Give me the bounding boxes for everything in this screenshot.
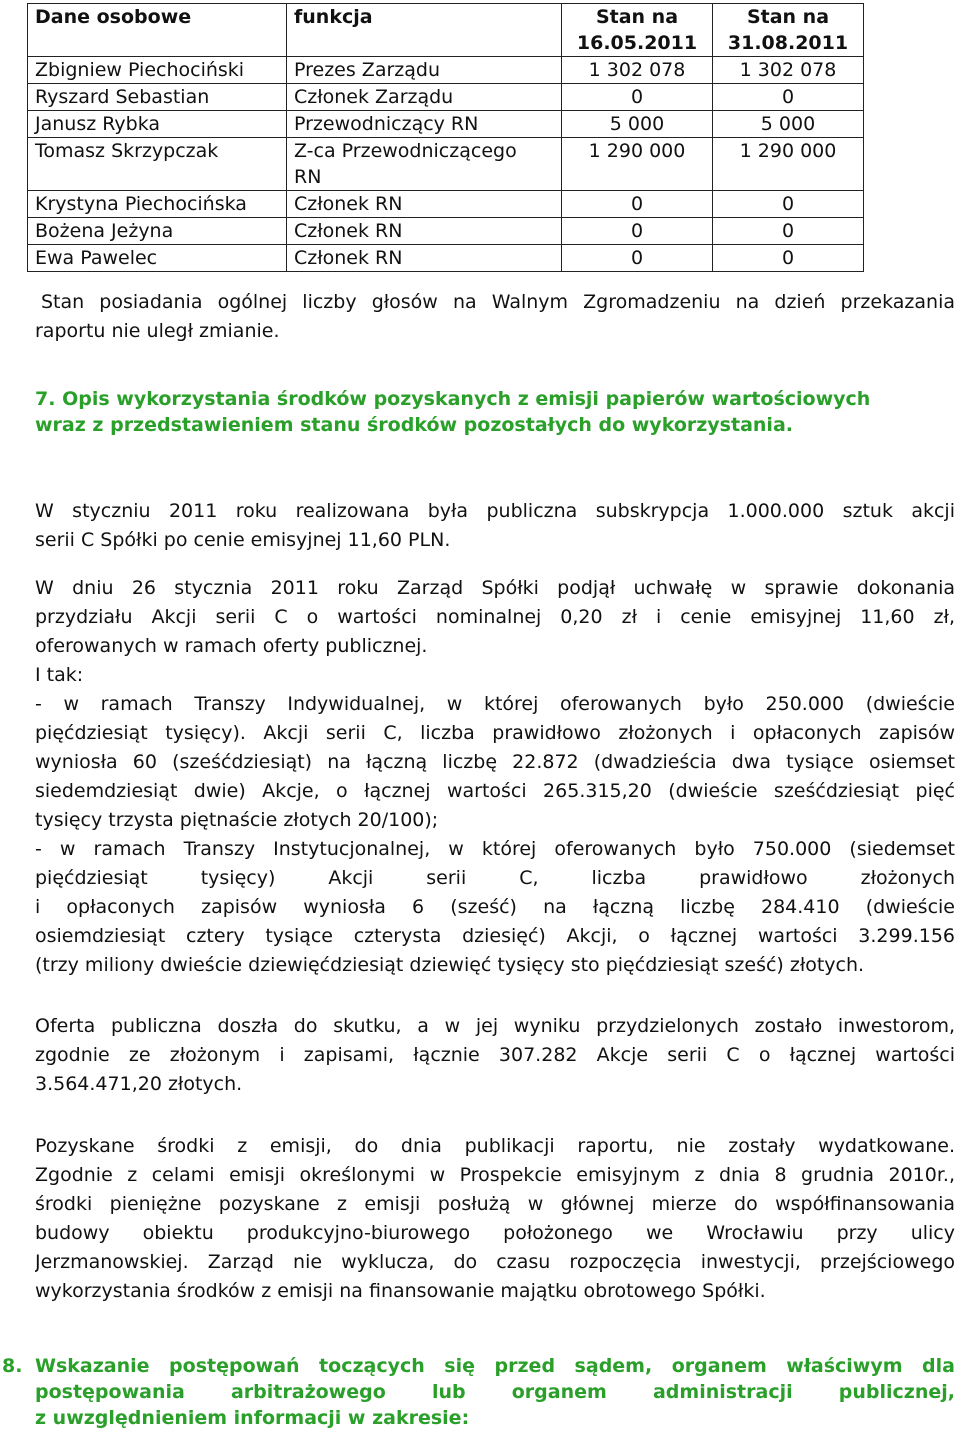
- table-row: [28, 111, 864, 138]
- cell-name: Ewa Pawelec: [28, 245, 287, 272]
- paragraph-line: W styczniu 2011 roku realizowana była publiczna subskrypcja 1.000.000 sztuk akcji: [35, 500, 955, 522]
- paragraph-line: - w ramach Transzy Indywidualnej, w której oferowanych było 250.000 (dwieście: [35, 693, 955, 715]
- cell-name: Janusz Rybka: [28, 111, 287, 138]
- paragraph-line: wyniosła 60 (sześćdziesiąt) na łączną liczbę 22.872 (dwadzieścia dwa tysiące osiemset: [35, 751, 955, 773]
- section-8-heading: [2, 1353, 955, 1431]
- paragraph-line: siedemdziesiąt dwie) Akcje, o łącznej wartości 265.315,20 (dwieście sześćdziesiąt pięć: [35, 780, 955, 802]
- paragraph-line: wykorzystania środków z emisji na finansowanie majątku obrotowego Spółki.: [35, 1280, 766, 1302]
- table-header-row: [28, 4, 864, 57]
- header-date1-line2: 16.05.2011: [576, 32, 698, 54]
- cell-function: Członek RN: [287, 218, 562, 245]
- paragraph-line: budowy obiektu produkcyjno-biurowego położonego we Wrocławiu przy ulicy: [35, 1222, 955, 1244]
- paragraph-line: osiemdziesiąt cztery tysiące czterysta dziesięć) Akcji, o łącznej wartości 3.299.156: [35, 925, 955, 947]
- header-cell-date2: [713, 4, 864, 57]
- paragraph-line: tysięcy trzysta piętnaście złotych 20/100);: [35, 809, 439, 831]
- section-8-title-line: z uwzględnieniem informacji w zakresie:: [35, 1407, 470, 1429]
- section-7-number: 7.: [35, 388, 56, 410]
- cell-function-line2: RN: [294, 166, 322, 188]
- paragraph-line: pięćdziesiąt tysięcy). Akcji serii C, liczba prawidłowo złożonych i opłaconych zapisów: [35, 722, 955, 744]
- paragraph-line: serii C Spółki po cenie emisyjnej 11,60 PLN.: [35, 529, 451, 551]
- cell-value-2: 0: [713, 245, 864, 272]
- shareholders-table: [27, 3, 864, 272]
- cell-value-2: 0: [713, 84, 864, 111]
- cell-value-1: 5 000: [562, 111, 713, 138]
- table-row: [28, 191, 864, 218]
- header-date2-line1: Stan na: [746, 6, 830, 28]
- paragraph-allotment: [35, 574, 955, 980]
- paragraph-line: środki pieniężne pozyskane z emisji posłużą w głównej mierze do współfinansowania: [35, 1193, 955, 1215]
- cell-value-1: 0: [562, 191, 713, 218]
- header-cell-date1: [562, 4, 713, 57]
- paragraph-line: Pozyskane środki z emisji, do dnia publikacji raportu, nie zostały wydatkowane.: [35, 1135, 955, 1157]
- cell-name: Ryszard Sebastian: [28, 84, 287, 111]
- table-row: [28, 245, 864, 272]
- section-8-title-line: Wskazanie postępowań toczących się przed sądem, organem właściwym dla: [35, 1355, 955, 1377]
- cell-name: Tomasz Skrzypczak: [28, 138, 287, 191]
- cell-name: Krystyna Piechocińska: [28, 191, 287, 218]
- cell-function: Członek RN: [287, 191, 562, 218]
- paragraph-line: 3.564.471,20 złotych.: [35, 1073, 243, 1095]
- header-date2-line2: 31.08.2011: [727, 32, 849, 54]
- paragraph-funds-use: [35, 1132, 955, 1306]
- section-7-heading: [35, 386, 955, 438]
- paragraph-line: przydziału Akcji serii C o wartości nominalnej 0,20 zł i cenie emisyjnej 11,60 zł,: [35, 606, 955, 628]
- paragraph-line: oferowanych w ramach oferty publicznej.: [35, 635, 428, 657]
- cell-value-2: 1 302 078: [713, 57, 864, 84]
- header-cell-name: Dane osobowe: [28, 4, 287, 57]
- cell-function: [287, 138, 562, 191]
- paragraph-line: Zgodnie z celami emisji określonymi w Prospekcie emisyjnym z dnia 8 grudnia 2010r.,: [35, 1164, 955, 1186]
- section-7-title-line: wraz z przedstawieniem stanu środków pozostałych do wykorzystania.: [35, 414, 793, 436]
- paragraph-line: zgodnie ze złożonym i zapisami, łącznie 307.282 Akcje serii C o łącznej wartości: [35, 1044, 955, 1066]
- header-date1-line1: Stan na: [595, 6, 679, 28]
- cell-value-1: 0: [562, 245, 713, 272]
- paragraph-line: i opłaconych zapisów wyniosła 6 (sześć) na łączną liczbę 284.410 (dwieście: [35, 896, 955, 918]
- cell-value-2: 0: [713, 218, 864, 245]
- cell-function-line1: Z-ca Przewodniczącego: [294, 140, 517, 162]
- cell-value-1: 0: [562, 84, 713, 111]
- cell-value-1: 1 290 000: [562, 138, 713, 191]
- cell-value-1: 1 302 078: [562, 57, 713, 84]
- table-row: [28, 57, 864, 84]
- cell-value-2: 5 000: [713, 111, 864, 138]
- paragraph-subscription: [35, 497, 955, 555]
- paragraph-line: - w ramach Transzy Instytucjonalnej, w której oferowanych było 750.000 (siedemset: [35, 838, 955, 860]
- cell-function: Członek RN: [287, 245, 562, 272]
- cell-value-1: 0: [562, 218, 713, 245]
- table-row: [28, 138, 864, 191]
- cell-value-2: 1 290 000: [713, 138, 864, 191]
- section-7-title-line: [35, 386, 955, 412]
- note-line: raportu nie uległ zmianie.: [35, 320, 280, 342]
- paragraph-line: pięćdziesiąt tysięcy) Akcji serii C, liczba prawidłowo złożonych: [35, 867, 955, 889]
- voting-note: [35, 288, 955, 346]
- paragraph-line: I tak:: [35, 664, 84, 686]
- paragraph-offer-result: [35, 1012, 955, 1099]
- paragraph-line: W dniu 26 stycznia 2011 roku Zarząd Spółki podjął uchwałę w sprawie dokonania: [35, 577, 955, 599]
- paragraph-line: (trzy miliony dwieście dziewięćdziesiąt dziewięć tysięcy sto pięćdziesiąt sześć) złotych.: [35, 954, 865, 976]
- table-row: [28, 84, 864, 111]
- cell-function: Przewodniczący RN: [287, 111, 562, 138]
- section-7-title-part: Opis wykorzystania środków pozyskanych z emisji papierów wartościowych: [62, 388, 871, 410]
- section-8-number: 8.: [2, 1355, 23, 1377]
- paragraph-line: Jerzmanowskiej. Zarząd nie wyklucza, do czasu rozpoczęcia inwestycji, przejściowego: [35, 1251, 955, 1273]
- cell-name: Zbigniew Piechociński: [28, 57, 287, 84]
- cell-value-2: 0: [713, 191, 864, 218]
- cell-function: Prezes Zarządu: [287, 57, 562, 84]
- cell-function: Członek Zarządu: [287, 84, 562, 111]
- section-8-title-line: postępowania arbitrażowego lub organem administracji publicznej,: [35, 1381, 955, 1403]
- cell-name: Bożena Jeżyna: [28, 218, 287, 245]
- paragraph-line: Oferta publiczna doszła do skutku, a w jej wyniku przydzielonych zostało inwestorom,: [35, 1015, 955, 1037]
- table-row: [28, 218, 864, 245]
- note-line: Stan posiadania ogólnej liczby głosów na Walnym Zgromadzeniu na dzień przekazania: [41, 291, 955, 313]
- header-cell-function: funkcja: [287, 4, 562, 57]
